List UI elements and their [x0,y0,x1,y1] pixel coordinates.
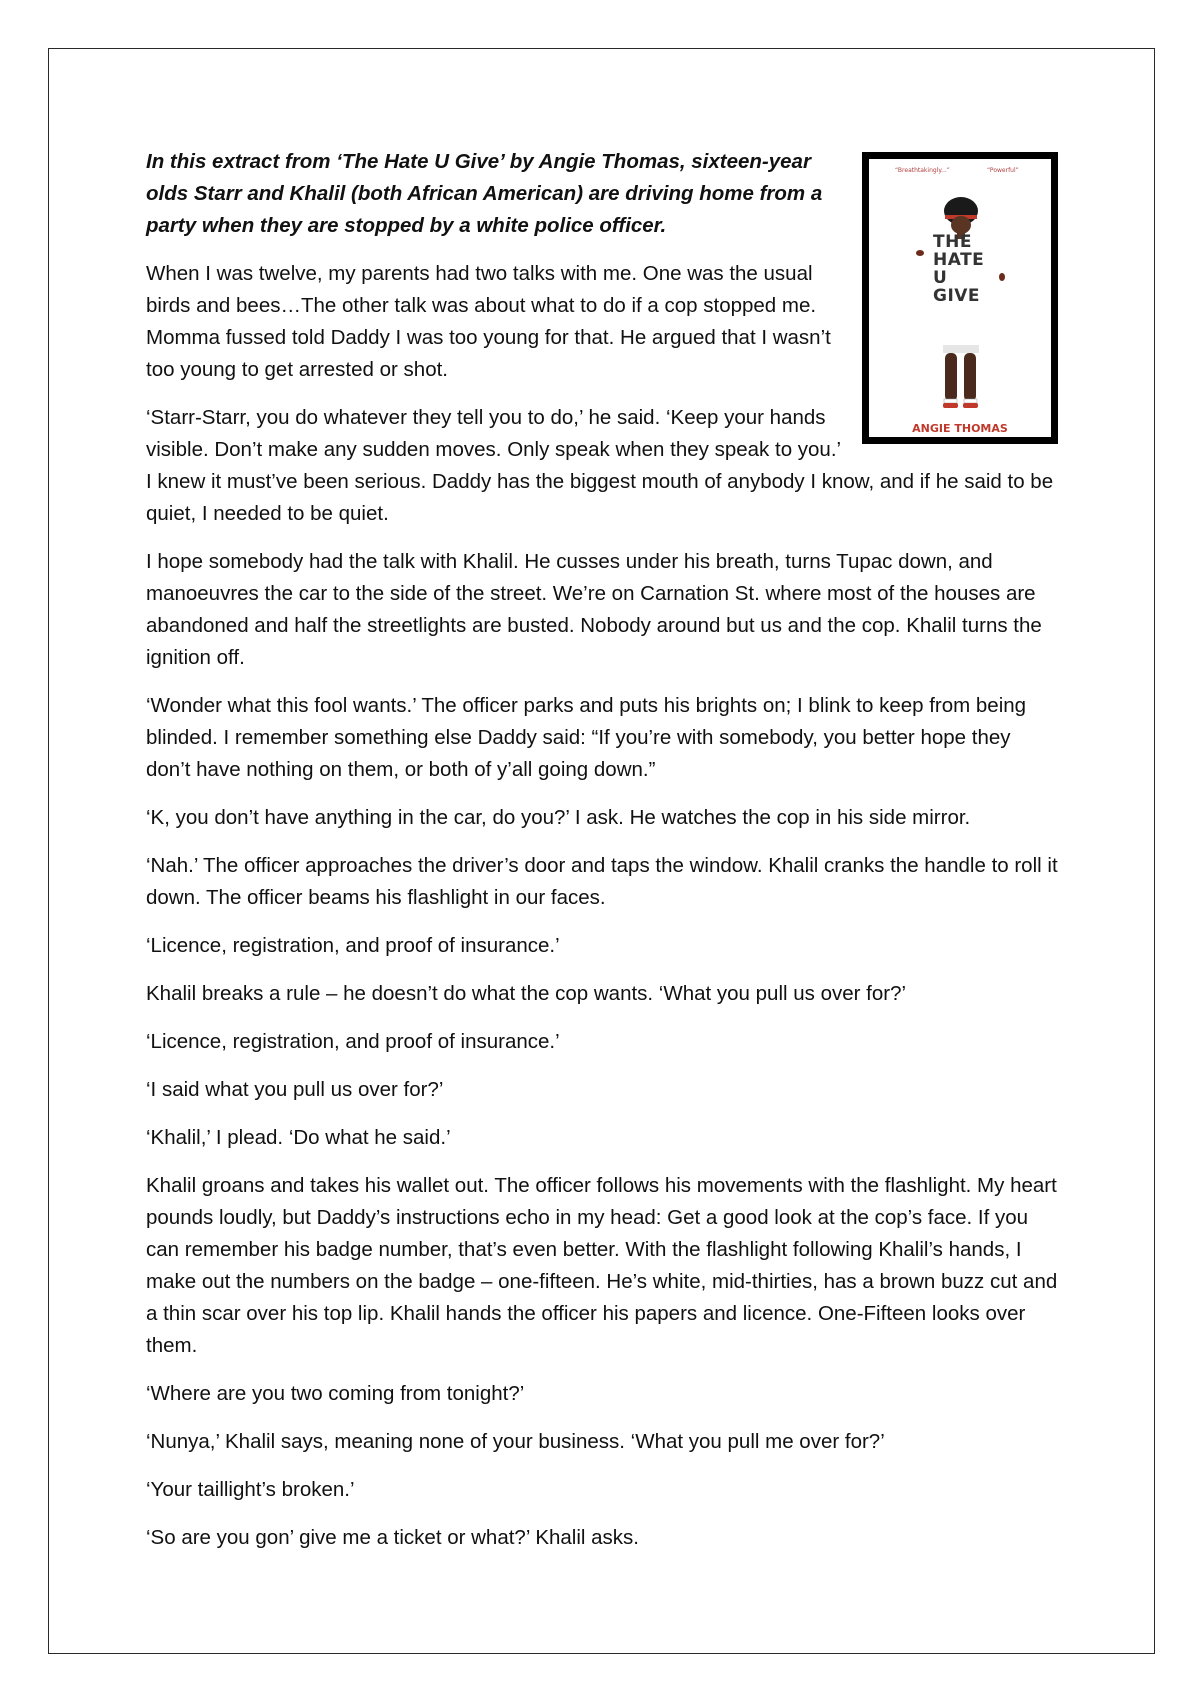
cover-left-sock [944,399,957,403]
cover-title [933,233,984,305]
text-paragraph: Khalil groans and takes his wallet out. The officer follows his movements with the flashlight. My heart pounds loudly, but Daddy’s instructions echo in my head: Get a good look at the cop’s face. If you can remember his badge number, that’s even better. With the flashlight following Khalil’s hands, I make out the numbers on the badge – one-fifteen. He’s white, mid-thirties, has a brown buzz cut and a thin scar over his top lip. Khalil hands the officer his papers and licence. One-Fifteen looks over them. [146,1174,1058,1357]
cover-right-sock [964,399,977,403]
text-paragraph: ‘Nunya,’ Khalil says, meaning none of your business. ‘What you pull me over for?’ [146,1430,885,1453]
text-paragraph: ‘Starr-Starr, you do whatever they tell you to do,’ he said. ‘Keep your hands visible. Don’t make any sudden moves. Only speak when they speak to you.’ I knew it must’ve been serious. Daddy has the biggest mouth of anybody I know, and if he said to be quiet, I needed to be quiet. [146,406,1054,525]
cover-title-line: U [933,268,948,288]
text-paragraph: ‘Where are you two coming from tonight?’ [146,1382,525,1405]
cover-quote-right: “Powerful” [987,167,1019,174]
text-paragraph: ‘I said what you pull us over for?’ [146,1078,444,1101]
text-paragraph: Khalil breaks a rule – he doesn’t do what the cop wants. ‘What you pull us over for?’ [146,982,907,1005]
cover-right-shoe [963,403,978,408]
cover-shorts [943,345,979,353]
intro-paragraph: In this extract from ‘The Hate U Give’ by Angie Thomas, sixteen-year olds Starr and Khalil (both African American) are driving home from a party when they are stopped by a white police officer. [146,150,823,237]
text-paragraph: When I was twelve, my parents had two talks with me. One was the usual birds and bees…The other talk was about what to do if a cop stopped me. Momma fussed told Daddy I was too young for that. He argued that I wasn’t too young to get arrested or shot. [146,262,831,381]
cover-left-shoe [943,403,958,408]
text-paragraph: ‘Your taillight’s broken.’ [146,1478,355,1501]
text-paragraph: I hope somebody had the talk with Khalil. He cusses under his breath, turns Tupac down, and manoeuvres the car to the side of the street. We’re on Carnation St. where most of the houses are abandoned and half the streetlights are busted. Nobody around but us and the cop. Khalil turns the ignition off. [146,550,1042,669]
cover-quote-left: “Breathtakingly...” [895,167,950,174]
cover-left-hand [916,250,924,256]
cover-author: ANGIE THOMAS [912,422,1008,435]
cover-left-leg [945,353,957,401]
text-paragraph: ‘Licence, registration, and proof of insurance.’ [146,934,560,957]
book-cover-image [862,152,1058,444]
cover-title-line: GIVE [933,286,981,306]
cover-right-leg [964,353,976,401]
text-paragraph: ‘Wonder what this fool wants.’ The officer parks and puts his brights on; I blink to keep from being blinded. I remember something else Daddy said: “If you’re with somebody, you better hope they don’t have nothing on them, or both of y’all going down.” [146,694,1027,781]
cover-title-line: HATE [933,250,985,270]
document-body [146,146,1058,1570]
text-paragraph: ‘Nah.’ The officer approaches the driver’s door and taps the window. Khalil cranks the handle to roll it down. The officer beams his flashlight in our faces. [146,854,1058,909]
text-paragraph: ‘Khalil,’ I plead. ‘Do what he said.’ [146,1126,451,1149]
cover-right-hand [999,273,1005,281]
text-paragraph: ‘So are you gon’ give me a ticket or what?’ Khalil asks. [146,1526,640,1549]
text-paragraph: ‘Licence, registration, and proof of insurance.’ [146,1030,560,1053]
text-paragraph: ‘K, you don’t have anything in the car, do you?’ I ask. He watches the cop in his side mirror. [146,806,971,829]
cover-title-line: THE [933,232,972,252]
